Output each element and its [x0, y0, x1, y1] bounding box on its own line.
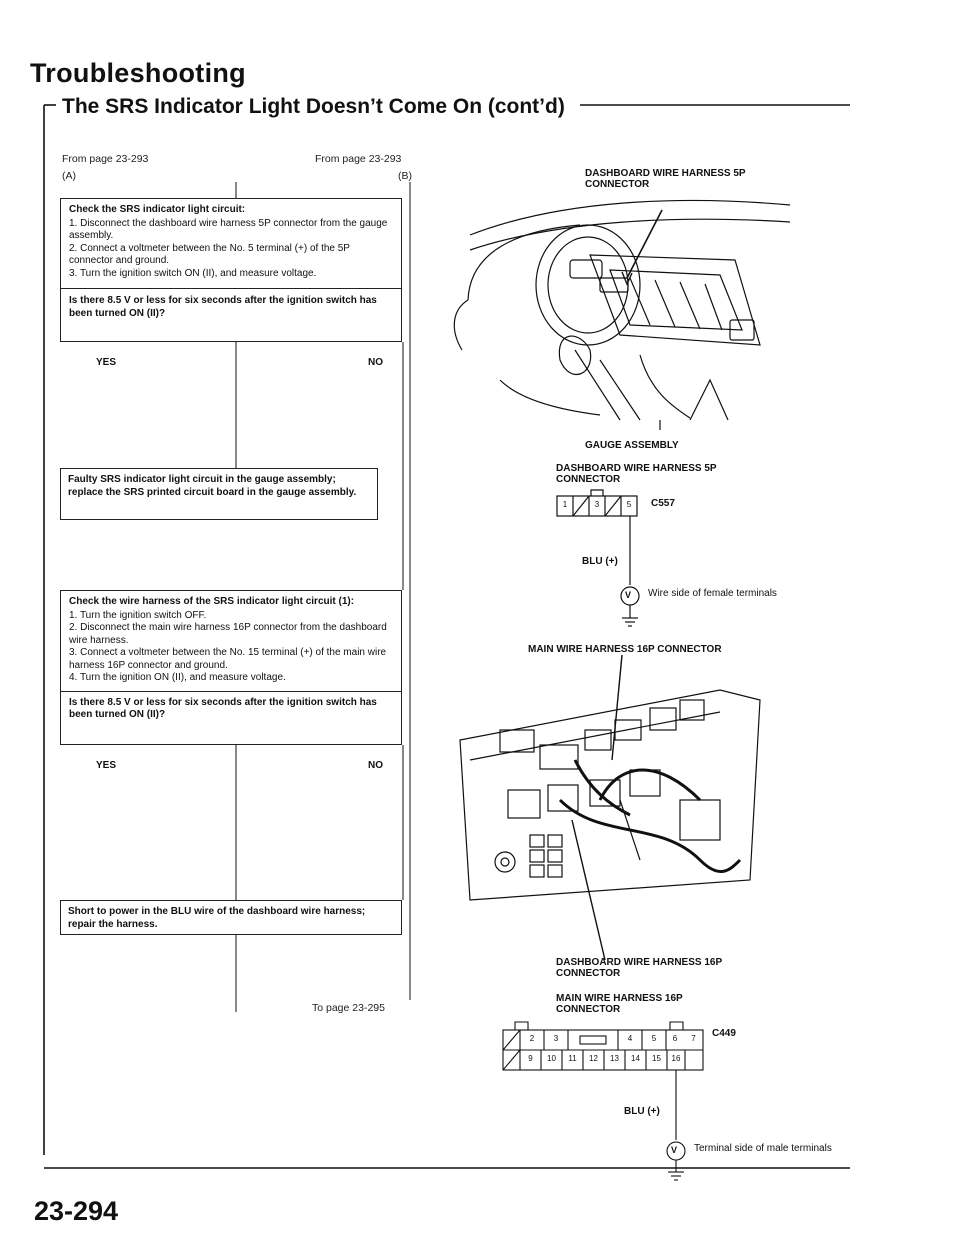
- c449-bottom-pin: 16: [671, 1054, 681, 1063]
- tag-b: (B): [398, 170, 412, 182]
- from-page-a: From page 23-293: [62, 153, 149, 165]
- c557-label: C557: [651, 498, 675, 509]
- main-16p-label: MAIN WIRE HARNESS 16P CONNECTOR: [528, 644, 722, 655]
- c449-bottom-pin: 15: [652, 1054, 661, 1063]
- check-indicator-circuit-box: [60, 198, 402, 342]
- main-16p-label-2: MAIN WIRE HARNESS 16P CONNECTOR: [556, 993, 683, 1015]
- c449-top-pin: 3: [553, 1034, 559, 1043]
- c449-connector-figure: [503, 1022, 703, 1180]
- c449-bottom-pin: 9: [528, 1054, 533, 1063]
- voltmeter-icon: V: [625, 590, 632, 600]
- to-page: To page 23-295: [312, 1002, 385, 1014]
- result-faulty-gauge-box: Faulty SRS indicator light circuit in the gauge assembly; replace the SRS printed circuit board in the gauge assembly.: [60, 468, 378, 520]
- page-title: Troubleshooting: [30, 58, 246, 88]
- box2-step: 3. Connect a voltmeter between the No. 15 terminal (+) of the main wire harness 16P connector and ground.: [69, 647, 387, 671]
- from-page-b: From page 23-293: [315, 153, 402, 165]
- c449-bottom-pin: 11: [568, 1054, 577, 1063]
- box1-step: 1. Disconnect the dashboard wire harness 5P connector from the gauge assembly.: [69, 217, 388, 241]
- c449-bottom-pin: 13: [610, 1054, 619, 1063]
- no-label-1: NO: [368, 357, 383, 368]
- c449-top-pin: 4: [627, 1034, 633, 1043]
- c449-bottom-pin: 12: [589, 1054, 598, 1063]
- yes-label-1: YES: [96, 357, 117, 368]
- c449-top-pin: 7: [691, 1034, 696, 1043]
- c449-top-pin: 6: [672, 1034, 678, 1043]
- c449-label: C449: [712, 1028, 736, 1039]
- tag-a: (A): [62, 170, 76, 182]
- c449-top-pin: 2: [529, 1034, 535, 1043]
- c449-top-pin: 5: [651, 1034, 657, 1043]
- box1-step: 3. Turn the ignition switch ON (II), and measure voltage.: [69, 267, 317, 279]
- box2-step: 2. Disconnect the main wire harness 16P connector from the dashboard wire harness.: [69, 622, 387, 646]
- blu-plus-label-1: BLU (+): [582, 556, 618, 567]
- c449-bottom-pin: 14: [631, 1054, 640, 1063]
- c557-pin: 3: [594, 500, 600, 509]
- wire-side-label: Wire side of female terminals: [648, 588, 777, 599]
- check-wire-harness-box: [60, 590, 402, 745]
- question-1: Is there 8.5 V or less for six seconds after the ignition switch has been turned ON (II)?: [69, 295, 377, 319]
- question-2: Is there 8.5 V or less for six seconds after the ignition switch has been turned ON (II)?: [69, 696, 377, 720]
- result-short-to-power-box: Short to power in the BLU wire of the dashboard wire harness; repair the harness.: [60, 900, 402, 935]
- box2-title: Check the wire harness of the SRS indicator light circuit (1):: [69, 596, 355, 607]
- c449-bottom-pin: 10: [547, 1054, 556, 1063]
- dash-5p-label-2: DASHBOARD WIRE HARNESS 5P CONNECTOR: [556, 463, 717, 485]
- c557-pin: 1: [562, 500, 568, 509]
- yes-label-2: YES: [96, 760, 117, 771]
- no-label-2: NO: [368, 760, 383, 771]
- gauge-assembly-figure: [454, 200, 790, 430]
- terminal-side-label: Terminal side of male terminals: [694, 1143, 832, 1154]
- box1-title: Check the SRS indicator light circuit:: [69, 204, 246, 215]
- box2-step: 4. Turn the ignition ON (II), and measure voltage.: [69, 672, 286, 683]
- dash-5p-label: DASHBOARD WIRE HARNESS 5P CONNECTOR: [585, 168, 746, 190]
- page-number: 23-294: [34, 1196, 119, 1226]
- gauge-assembly-label: GAUGE ASSEMBLY: [585, 440, 679, 451]
- blu-plus-label-2: BLU (+): [624, 1106, 660, 1117]
- section-subtitle: The SRS Indicator Light Doesn’t Come On (cont’d): [62, 95, 565, 118]
- c557-pin: 5: [626, 500, 632, 509]
- voltmeter-icon: V: [671, 1145, 678, 1155]
- box2-step: 1. Turn the ignition switch OFF.: [69, 609, 207, 621]
- dash-16p-label: DASHBOARD WIRE HARNESS 16P CONNECTOR: [556, 957, 722, 979]
- box1-step: 2. Connect a voltmeter between the No. 5 terminal (+) of the 5P connector and ground.: [69, 242, 350, 266]
- fuse-box-figure: [460, 655, 760, 960]
